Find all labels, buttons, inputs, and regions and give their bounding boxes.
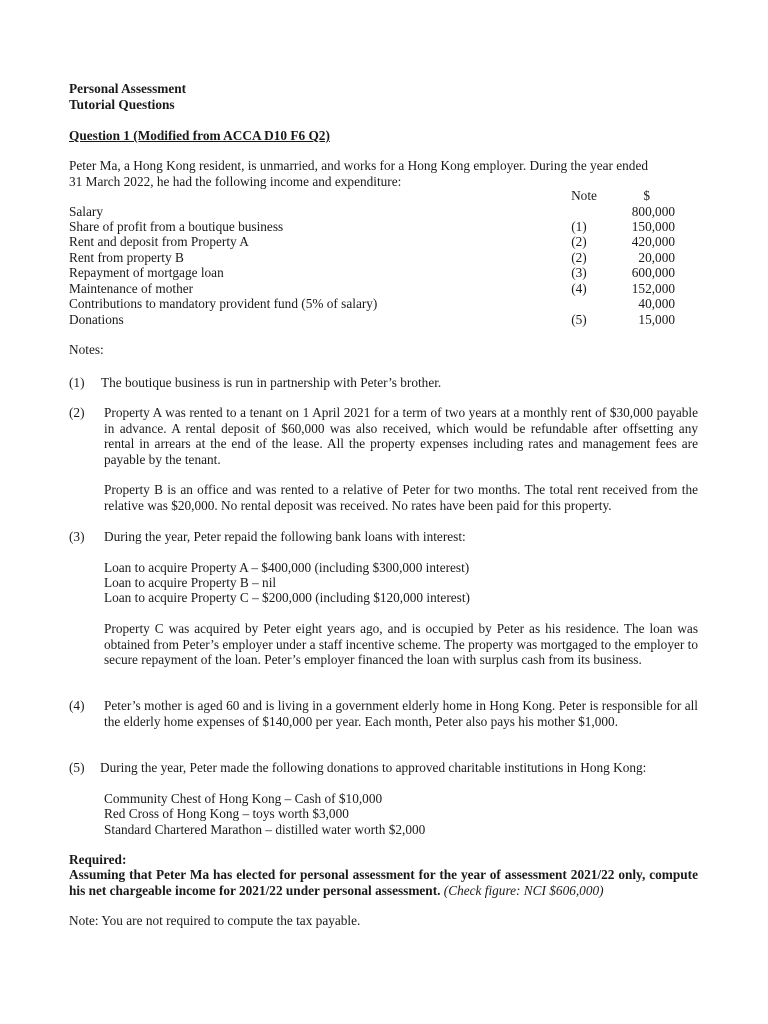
loan-item: Loan to acquire Property A – $400,000 (including $300,000 interest): [104, 560, 470, 575]
note-5-intro: During the year, Peter made the following donations to approved charitable institutions in Hong Kong:: [100, 760, 647, 775]
required-text: [69, 867, 698, 898]
donation-item: Community Chest of Hong Kong – Cash of $10,000: [104, 791, 383, 806]
notes-heading: Notes:: [69, 342, 104, 357]
row-note: (1): [571, 219, 587, 234]
row-description: Rent and deposit from Property A: [69, 234, 249, 249]
row-description: Maintenance of mother: [69, 281, 194, 296]
document-title: Personal Assessment: [69, 81, 187, 96]
table-row: [69, 281, 675, 297]
table-row: [69, 204, 675, 220]
table-row: [69, 234, 675, 250]
row-amount: 20,000: [638, 250, 675, 265]
note-4-text: Peter’s mother is aged 60 and is living in a government elderly home in Hong Kong. Peter is responsible for all the elderly home expenses of $140,000 per year. Each month, Peter also pays his mother $1,000.: [104, 698, 698, 729]
note-5-label: (5): [69, 760, 85, 775]
donation-item: Red Cross of Hong Kong – toys worth $3,000: [104, 806, 349, 821]
loan-item: Loan to acquire Property B – nil: [104, 575, 277, 590]
intro-line-1: Peter Ma, a Hong Kong resident, is unmarried, and works for a Hong Kong employer. During the year ended: [69, 158, 649, 173]
required-heading: Required:: [69, 852, 127, 867]
intro-line-2: 31 March 2022, he had the following income and expenditure:: [69, 174, 402, 189]
donation-item: Standard Chartered Marathon – distilled water worth $2,000: [104, 822, 426, 837]
note-2-label: (2): [69, 405, 85, 420]
document-subtitle: Tutorial Questions: [69, 97, 175, 112]
row-description: Donations: [69, 312, 124, 327]
note-2-paragraph-2: Property B is an office and was rented to a relative of Peter for two months. The total rent received from the relative was $20,000. No rental deposit was received. No rates have been paid for this property.: [104, 482, 698, 513]
row-amount: 150,000: [631, 219, 675, 234]
row-description: Salary: [69, 204, 103, 219]
row-amount: 600,000: [631, 265, 675, 280]
amount-column-header: $: [643, 188, 650, 203]
note-1-label: (1): [69, 375, 85, 390]
row-amount: 40,000: [638, 296, 675, 311]
row-description: Rent from property B: [69, 250, 184, 265]
row-note: (2): [571, 234, 587, 249]
table-row: [69, 265, 675, 281]
row-description: Share of profit from a boutique business: [69, 219, 284, 234]
note-2-paragraph-1: Property A was rented to a tenant on 1 April 2021 for a term of two years at a monthly rent of $30,000 payable in advance. A rental deposit of $60,000 was also received, which would be refundable after offsetting any rental in arrears at the end of the lease. All the property expenses including rates and management fees are payable by the tenant.: [104, 405, 698, 467]
row-description: Contributions to mandatory provident fund (5% of salary): [69, 296, 378, 311]
table-row: [69, 219, 675, 235]
check-figure: (Check figure: NCI $606,000): [443, 882, 604, 898]
note-1-text: The boutique business is run in partnership with Peter’s brother.: [101, 375, 442, 390]
note-3-intro: During the year, Peter repaid the following bank loans with interest:: [104, 529, 466, 544]
note-column-header: Note: [571, 188, 597, 203]
row-amount: 800,000: [631, 204, 675, 219]
table-row: [69, 250, 675, 266]
note-3-paragraph-2: Property C was acquired by Peter eight years ago, and is occupied by Peter as his residence. The loan was obtained from Peter’s employer under a staff incentive scheme. The property was mortgaged to the employer to secure repayment of the loan. Peter’s employer financed the loan with surplus cash from its business.: [104, 621, 698, 667]
note-3-label: (3): [69, 529, 85, 544]
row-amount: 420,000: [631, 234, 675, 249]
row-note: (2): [571, 250, 587, 265]
table-row: [69, 312, 675, 328]
row-note: (3): [571, 265, 587, 280]
row-amount: 15,000: [638, 312, 675, 327]
question-heading: Question 1 (Modified from ACCA D10 F6 Q2): [69, 128, 330, 143]
note-4-label: (4): [69, 698, 85, 713]
table-row: [69, 296, 675, 312]
table-header: [69, 188, 675, 204]
row-description: Repayment of mortgage loan: [69, 265, 224, 280]
row-note: (5): [571, 312, 587, 327]
footnote: Note: You are not required to compute the tax payable.: [69, 913, 361, 928]
row-note: (4): [571, 281, 587, 296]
loan-item: Loan to acquire Property C – $200,000 (including $120,000 interest): [104, 590, 470, 605]
row-amount: 152,000: [631, 281, 675, 296]
required-instruction: Assuming that Peter Ma has elected for personal assessment for the year of assessment 2021/22 only, compute his net chargeable income for 2021/22 under personal assessment.: [69, 867, 698, 898]
